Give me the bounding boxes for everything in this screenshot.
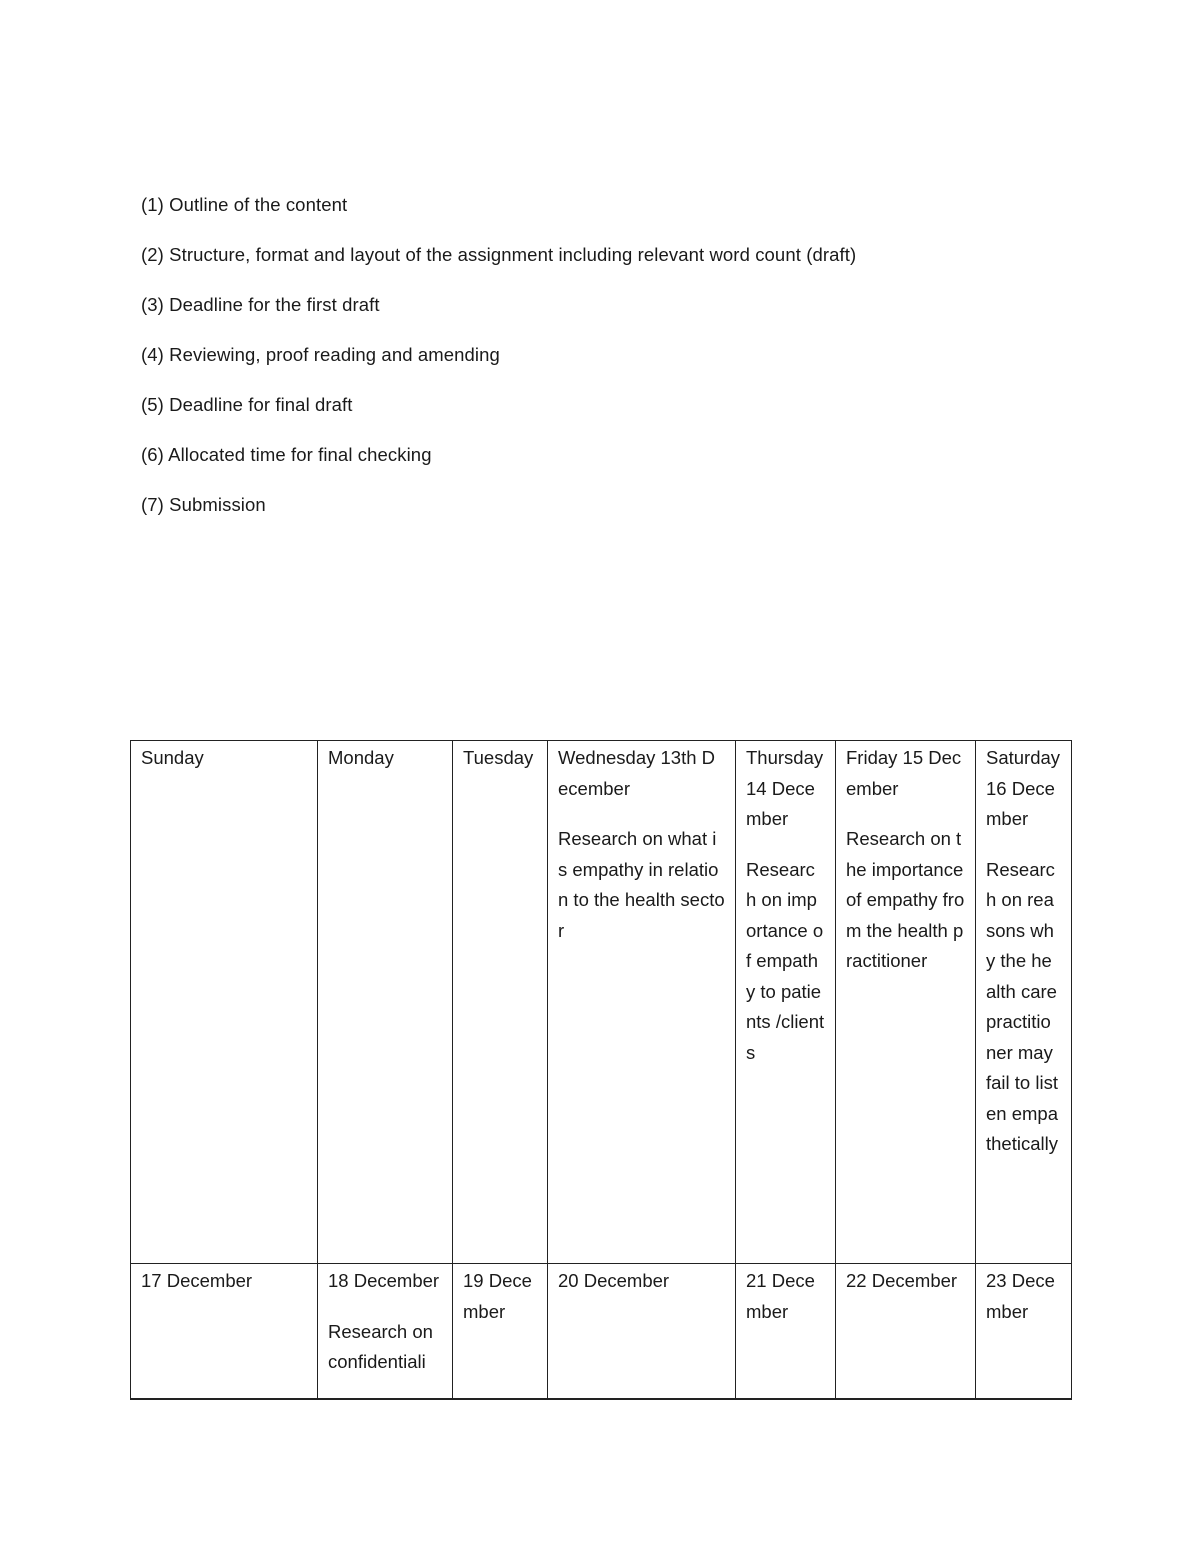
cell-task: Research on importance of empathy to patients /clients (746, 858, 825, 1063)
schedule-cell-wednesday (548, 741, 736, 1264)
schedule-cell-dec-18 (318, 1264, 453, 1400)
schedule-table (130, 740, 1072, 1400)
cell-task: Research on the importanceof empathy from the health practitioner (846, 828, 965, 971)
cell-day: Tuesday (463, 747, 534, 768)
schedule-cell-dec-17 (131, 1264, 318, 1400)
cell-task: Research on confidentiali (328, 1320, 433, 1372)
step-submission: (7) Submission (141, 494, 266, 515)
step-structure: (2) Structure, format and layout of the assignment including relevant word count (draft) (141, 244, 857, 265)
step-final-draft-deadline: (5) Deadline for final draft (141, 394, 353, 415)
cell-date: 18 December (328, 1270, 440, 1291)
schedule-cell-monday (318, 741, 453, 1264)
schedule-cell-dec-21 (736, 1264, 836, 1400)
schedule-cell-thursday (736, 741, 836, 1264)
schedule-cell-dec-23 (976, 1264, 1072, 1400)
cell-date: 21 December (746, 1270, 815, 1322)
cell-date: 20 December (558, 1270, 670, 1291)
step-reviewing: (4) Reviewing, proof reading and amending (141, 344, 500, 365)
task-steps-list (141, 192, 856, 542)
schedule-cell-saturday (976, 741, 1072, 1264)
cell-day: Saturday 16 December (986, 747, 1061, 829)
step-first-draft-deadline: (3) Deadline for the first draft (141, 294, 380, 315)
schedule-cell-friday (836, 741, 976, 1264)
cell-day: Monday (328, 747, 394, 768)
cell-date: 22 December (846, 1270, 958, 1291)
schedule-row-week-1 (131, 741, 1072, 1264)
cell-day: Thursday 14 December (746, 747, 824, 829)
schedule-cell-sunday (131, 741, 318, 1264)
schedule-cell-dec-22 (836, 1264, 976, 1400)
cell-task: Research on what is empathy in relation to the health sector (558, 828, 725, 941)
schedule-cell-dec-19 (453, 1264, 548, 1400)
cell-day: Sunday (141, 747, 204, 768)
cell-date: 17 December (141, 1270, 253, 1291)
cell-date: 23 December (986, 1270, 1055, 1322)
schedule-cell-tuesday (453, 741, 548, 1264)
cell-date: 19 December (463, 1270, 532, 1322)
schedule-row-week-2 (131, 1264, 1072, 1400)
cell-day: Friday 15 December (846, 747, 962, 799)
cell-day: Wednesday 13th December (558, 747, 716, 799)
step-outline: (1) Outline of the content (141, 194, 348, 215)
cell-task: Research on reasons why the health care practitioner may fail to listen empathetically (986, 858, 1058, 1154)
schedule-cell-dec-20 (548, 1264, 736, 1400)
step-final-checking: (6) Allocated time for final checking (141, 444, 432, 465)
